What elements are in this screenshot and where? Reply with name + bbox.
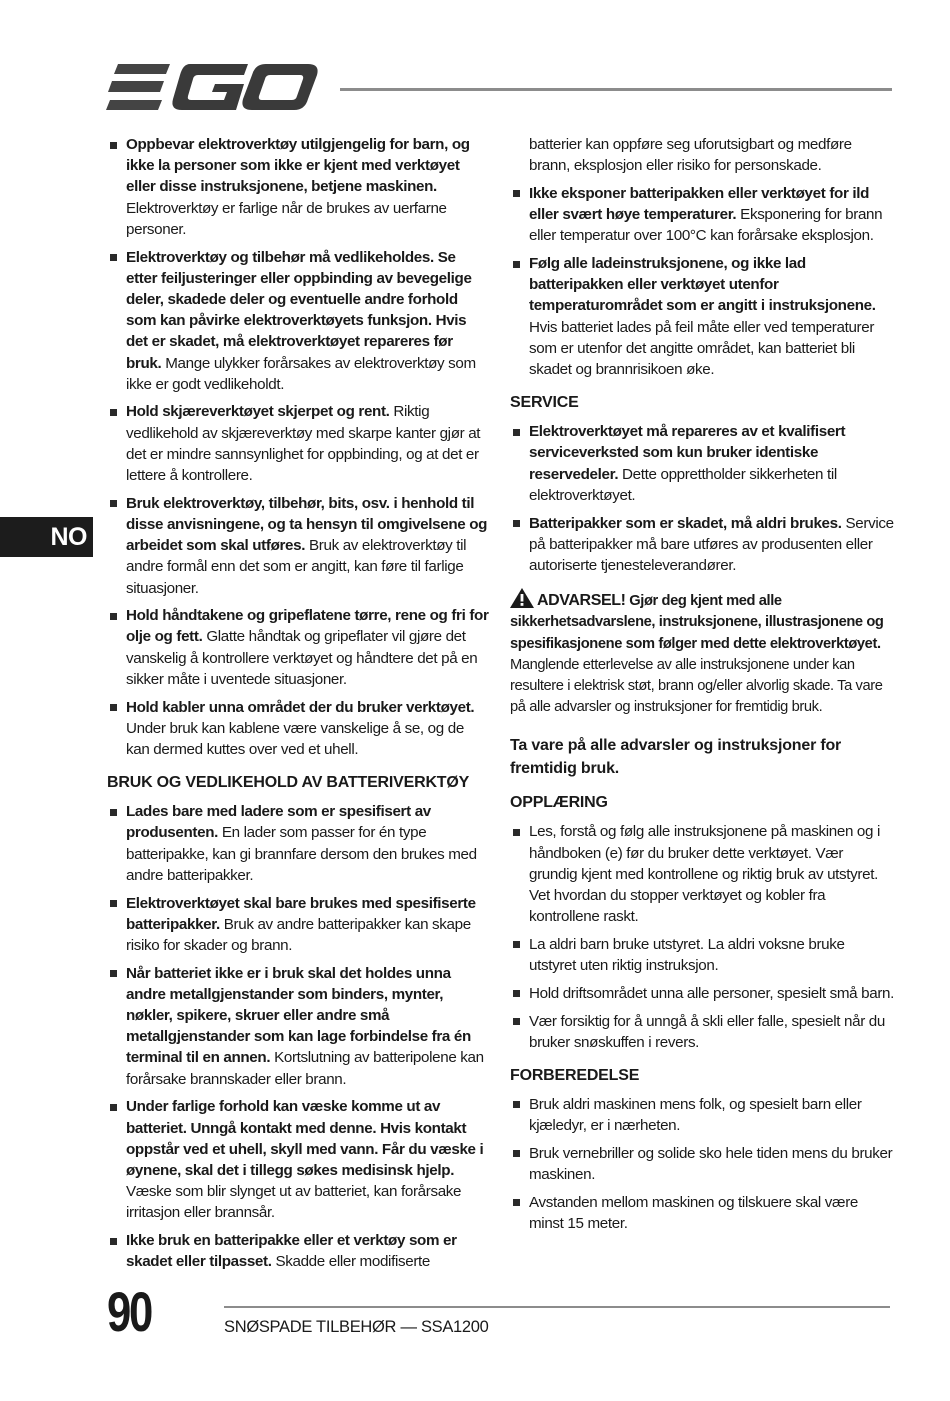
keep-instructions-notice: Ta vare på alle advarsler og instruksjoner for fremtidig bruk. xyxy=(510,737,842,778)
section-heading-training: OPPLÆRING xyxy=(510,794,608,812)
footer-rule xyxy=(224,1306,890,1308)
list-item: Bruk elektroverktøy, tilbehør, bits, osv. i henhold til disse anvisningene, og ta hensyn til omgivelsene og arbeidet som skal utføres. Bruk av elektroverktøy til andre formål enn det som er angitt, kan føre til farlige situasjoner. xyxy=(107,493,490,599)
preparation-list xyxy=(510,1094,894,1234)
list-item: Følg alle ladeinstruksjonene, og ikke lad batteripakken eller verktøyet utenfor temperaturområdet som er angitt i instruksjonene. Hvis batteriet lades på feil måte eller ved temperaturer som er utenfor det angitte området, kan batteriet bli skadet og brannrisikoen øke. xyxy=(510,253,894,380)
list-item: Hold håndtakene og gripeflatene tørre, rene og fri for olje og fett. Glatte håndtak og gripeflater vil gjøre det vanskelig å kontrollere verktøyet og håndtere det på en sikker måte i uventede situasjoner. xyxy=(107,605,490,690)
list-item: Hold driftsområdet unna alle personer, spesielt små barn. xyxy=(510,983,894,1004)
list-item: Under farlige forhold kan væske komme ut av batteriet. Unngå kontakt med denne. Hvis kontakt oppstår ved et uhell, skyll med vann. Får du væske i øynene, skal det i tillegg søkes medisinsk hjelp. Væske som blir slynget ut av batteriet, kan forårsake irritasjon eller brannsår. xyxy=(107,1096,490,1223)
list-item: Bruk aldri maskinen mens folk, og spesielt barn eller kjæledyr, er i nærheten. xyxy=(510,1094,894,1136)
footer-title: SNØSPADE TILBEHØR — SSA1200 xyxy=(224,1318,489,1336)
section-heading-battery: BRUK OG VEDLIKEHOLD AV BATTERIVERKTØY xyxy=(107,774,470,792)
ego-logo xyxy=(106,64,318,112)
continued-text: batterier kan oppføre seg uforutsigbart og medføre brann, eksplosjon eller risiko for personskade. xyxy=(529,136,852,175)
list-item: La aldri barn bruke utstyret. La aldri voksne bruke utstyret uten riktig instruksjon. xyxy=(510,934,894,976)
list-item: Avstanden mellom maskinen og tilskuere skal være minst 15 meter. xyxy=(510,1192,894,1234)
warning-triangle-icon xyxy=(510,588,534,608)
section-heading-service: SERVICE xyxy=(510,394,579,412)
list-item: Lades bare med ladere som er spesifisert av produsenten. En lader som passer for én type batteripakke, kan gi brannfare dersom den brukes med andre batteripakker. xyxy=(107,801,490,886)
list-item: Ikke bruk en batteripakke eller et verktøy som er skadet eller tilpasset. Skadde eller modifiserte xyxy=(107,1230,490,1272)
list-item: Vær forsiktig for å unngå å skli eller falle, spesielt når du bruker snøskuffen i revers. xyxy=(510,1011,894,1053)
list-item: Elektroverktøyet må repareres av et kvalifisert serviceverksted som kun bruker identiske reservedeler. Dette opprettholder sikkerheten til elektroverktøyet. xyxy=(510,421,894,506)
list-item: Når batteriet ikke er i bruk skal det holdes unna andre metallgjenstander som binders, mynter, nøkler, spikere, skruer eller andre små metallgjenstander som kan lage forbindelse fra én terminal til en annen. Kortslutning av batteripolene kan forårsake brannskader eller brann. xyxy=(107,963,490,1090)
battery-list xyxy=(107,801,490,1272)
list-item: Batteripakker som er skadet, må aldri brukes. Service på batteripakker må bare utføres av produsenten eller autoriserte tjenesteleverandører. xyxy=(510,513,894,577)
list-item: Hold skjæreverktøyet skjerpet og rent. Riktig vedlikehold av skjæreverktøy med skarpe kanter gjør at det er mindre sannsynlighet for oppbinding, og at det er lettere å kontrollere. xyxy=(107,401,490,486)
right-column xyxy=(510,134,894,1241)
list-item: Ikke eksponer batteripakken eller verktøyet for ild eller svært høye temperaturer. Eksponering for brann eller temperatur over 100°C kan forårsake eksplosjon. xyxy=(510,183,894,247)
list-item: Elektroverktøy og tilbehør må vedlikeholdes. Se etter feiljusteringer eller oppbinding av bevegelige deler, skadede deler og eventuelle andre forhold som kan påvirke elektroverktøyets funksjon. Hvis det er skadet, må elektroverktøyet repareres før bruk. Mange ulykker forårsakes av elektroverktøy som ikke er godt vedlikeholdt. xyxy=(107,247,490,395)
header-rule xyxy=(340,88,892,91)
list-item: Elektroverktøyet skal bare brukes med spesifiserte batteripakker. Bruk av andre batteripakker kan skape risiko for skader og brann. xyxy=(107,893,490,957)
section-heading-preparation: FORBEREDELSE xyxy=(510,1066,640,1084)
left-column xyxy=(107,134,490,1279)
training-list xyxy=(510,821,894,1053)
list-item: Oppbevar elektroverktøy utilgjengelig for barn, og ikke la personer som ikke er kjent med verktøyet eller disse instruksjonene, betjene maskinen. Elektroverktøy er farlige når de brukes av uerfarne personer. xyxy=(107,134,490,240)
list-item: Bruk vernebriller og solide sko hele tiden mens du bruker maskinen. xyxy=(510,1143,894,1185)
list-item: Les, forstå og følg alle instruksjonene på maskinen og i håndboken (e) før du bruker dette verktøyet. Vær grundig kjent med kontrollene og riktig bruk av utstyret. Vet hvordan du stopper verktøyet og kobler fra kontrollene raskt. xyxy=(510,821,894,927)
warning-label: ADVARSEL! xyxy=(537,592,626,610)
language-tab: NO xyxy=(0,517,93,557)
warning-block: ADVARSEL! Gjør deg kjent med alle sikkerhetsadvarslene, instruksjonene, illustrasjonene og spesifikasjonene som følger med dette elektroverktøyet. Manglende etterlevelse av alle instruksjonene under kan resultere i elektrisk støt, brann og/eller alvorlig skade. Ta vare på alle advarsler og instruksjoner for fremtidig bruk. xyxy=(510,588,894,718)
battery-list-continued xyxy=(510,183,894,380)
list-item: Hold kabler unna området der du bruker verktøyet. Under bruk kan kablene være vanskelige å se, og de kan dermed kuttes over ved et uhell. xyxy=(107,697,490,761)
page-number: 90 xyxy=(107,1280,151,1343)
safety-list xyxy=(107,134,490,760)
service-list xyxy=(510,421,894,576)
